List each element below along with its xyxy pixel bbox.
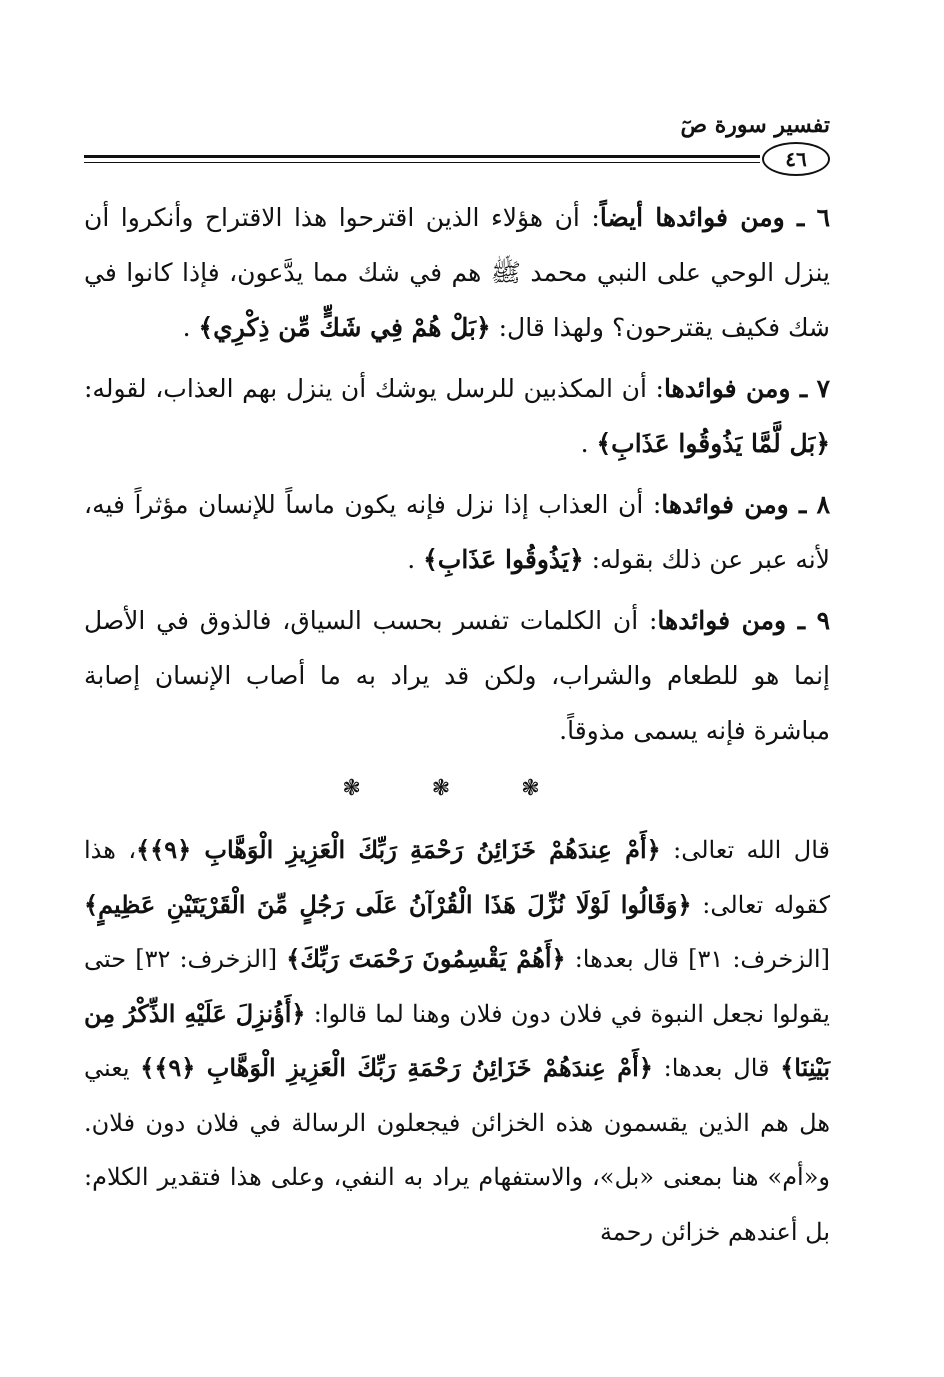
page-header bbox=[84, 112, 830, 182]
page-number: ٤٦ bbox=[762, 142, 830, 176]
quran-verse: ﴿بَلْ هُمْ فِي شَكٍّ مِّن ذِكْرِي﴾ bbox=[198, 313, 491, 342]
header-rule bbox=[84, 155, 760, 163]
tafsir-text: قال بعدها: bbox=[663, 1054, 770, 1082]
quran-verse: ﴿أَمْ عِندَهُمْ خَزَائِنُ رَحْمَةِ رَبِّكَ الْعَزِيزِ الْوَهَّابِ ﴿٩﴾﴾ bbox=[140, 1053, 653, 1082]
quran-verse: ﴿أَهُمْ يَقْسِمُونَ رَحْمَتَ رَبِّكَ﴾ bbox=[286, 944, 566, 973]
quran-verse: ﴿وَقَالُوا لَوْلَا نُزِّلَ هَذَا الْقُرْآنُ عَلَى رَجُلٍ مِّنَ الْقَرْيَتَيْنِ عَظِيمٍ﴾ bbox=[84, 889, 692, 919]
benefit-label: ومن فوائدها أيضاً bbox=[599, 203, 785, 232]
benefit-label: ومن فوائدها bbox=[657, 606, 787, 635]
verse-reference: [الزخرف: ٣٢] bbox=[135, 945, 278, 973]
section-separator: ❃ ❃ ❃ bbox=[342, 776, 572, 801]
quran-verse: ﴿بَل لَّمَّا يَذُوقُوا عَذَابِ﴾ bbox=[596, 429, 830, 458]
benefit-paragraph: ٦ ـ ومن فوائدها أيضاً: أن هؤلاء الذين اقترحوا هذا الاقتراح وأنكروا أن ينزل الوحي على النبي محمد ﷺ هم في شك مما يدَّعون، فإذا كانوا في شك فكيف يقترحون؟ ولهذا قال: ﴿بَلْ هُمْ فِي شَكٍّ مِّن ذِكْرِي﴾ . bbox=[84, 203, 831, 342]
benefit-paragraph: ٩ ـ ومن فوائدها: أن الكلمات تفسر بحسب السياق، فالذوق في الأصل إنما هو للطعام والشراب، ولكن قد يراد به ما أصاب الإنسان إصابة مباشرة فإنه يسمى مذوقاً. bbox=[84, 606, 830, 745]
benefit-paragraph: ٧ ـ ومن فوائدها: أن المكذبين للرسل يوشك أن ينزل بهم العذاب، لقوله: ﴿بَل لَّمَّا يَذُوقُوا عَذَابِ﴾ . bbox=[84, 374, 830, 458]
benefit-number: ٦ bbox=[816, 203, 831, 232]
benefit-text: أن العذاب إذا نزل فإنه يكون ماساً للإنسان مؤثراً فيه، لأنه عبر عن ذلك بقوله: bbox=[84, 490, 830, 574]
benefit-text: أن الكلمات تفسر بحسب السياق، فالذوق في الأصل إنما هو للطعام والشراب، ولكن قد يراد به ما أصاب الإنسان إصابة مباشرة فإنه يسمى مذوقاً. bbox=[84, 606, 830, 745]
benefit-number: ٨ bbox=[816, 490, 830, 519]
benefit-end: . bbox=[407, 545, 416, 574]
page-body bbox=[84, 190, 830, 1259]
benefit-end: . bbox=[580, 429, 589, 458]
tafsir-text: حتى يقولوا نجعل النبوة في فلان دون فلان وهنا لما قالوا: bbox=[84, 945, 830, 1028]
quran-verse: ﴿أَؤُنزِلَ عَلَيْهِ الذِّكْرُ مِن بَيْنِنَا﴾ bbox=[84, 998, 830, 1082]
running-title: تفسير سورة صٓ bbox=[680, 112, 830, 138]
tafsir-paragraph bbox=[84, 823, 830, 1259]
benefit-text: أن هؤلاء الذين اقترحوا هذا الاقتراح وأنكروا أن ينزل الوحي على النبي محمد ﷺ هم في شك مما يدَّعون، فإذا كانوا في شك فكيف يقترحون؟ ولهذا قال: bbox=[84, 203, 830, 342]
tafsir-text: ، هذا كقوله تعالى: bbox=[84, 836, 830, 919]
benefit-text: أن المكذبين للرسل يوشك أن ينزل بهم العذاب، لقوله: bbox=[84, 374, 647, 403]
main-verse: ﴿أَمْ عِندَهُمْ خَزَائِنُ رَحْمَةِ رَبِّكَ الْعَزِيزِ الْوَهَّابِ ﴿٩﴾﴾ bbox=[136, 835, 661, 864]
benefit-number: ٩ bbox=[816, 606, 830, 635]
benefit-number: ٧ bbox=[816, 374, 830, 403]
benefit-paragraph: ٨ ـ ومن فوائدها: أن العذاب إذا نزل فإنه يكون ماساً للإنسان مؤثراً فيه، لأنه عبر عن ذلك بقوله: ﴿يَذُوقُوا عَذَابِ﴾ . bbox=[84, 490, 830, 574]
tafsir-text: يعني هل هم الذين يقسمون هذه الخزائن فيجعلون الرسالة في فلان دون فلان. و«أم» هنا بمعنى «بل»، والاستفهام يراد به النفي، وعلى هذا فتقدير الكلام: بل أعندهم خزائن رحمة bbox=[84, 1054, 830, 1246]
quran-verse: ﴿يَذُوقُوا عَذَابِ﴾ bbox=[423, 545, 584, 574]
tafsir-intro: قال الله تعالى: bbox=[673, 836, 831, 864]
benefit-label: ومن فوائدها bbox=[661, 490, 789, 519]
verse-reference: [الزخرف: ٣١] bbox=[688, 945, 830, 973]
benefit-label: ومن فوائدها bbox=[663, 374, 791, 403]
tafsir-text: قال بعدها: bbox=[574, 945, 679, 973]
benefit-end: . bbox=[182, 313, 191, 342]
